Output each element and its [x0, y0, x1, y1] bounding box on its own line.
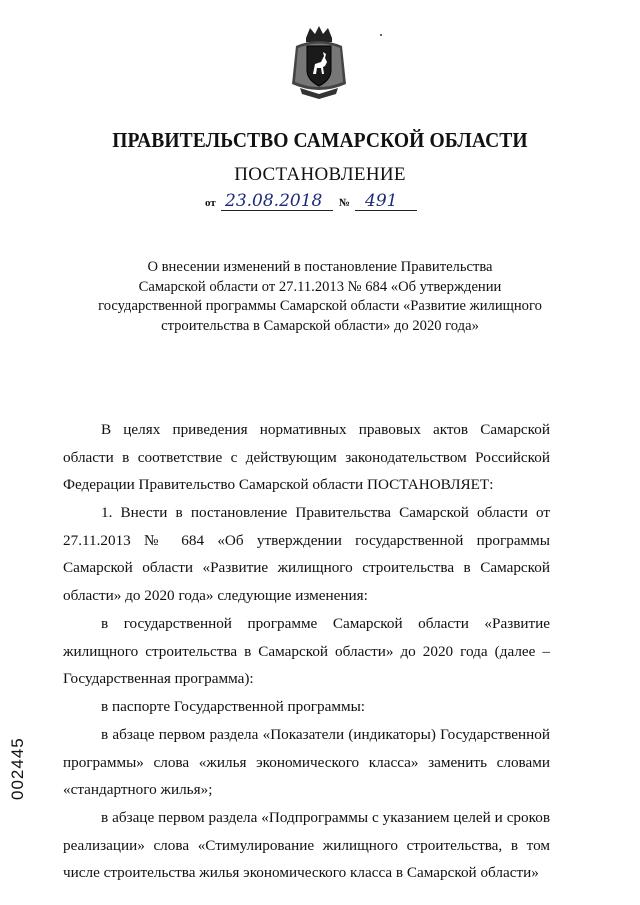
- coat-of-arms-emblem: [288, 24, 350, 100]
- government-heading: ПРАВИТЕЛЬСТВО САМАРСКОЙ ОБЛАСТИ: [112, 128, 528, 152]
- date-value: 23.08.2018: [225, 191, 323, 211]
- document-type: ПОСТАНОВЛЕНИЕ: [234, 164, 406, 185]
- margin-registration-number: 002445: [8, 737, 27, 800]
- body-paragraph: 1. Внести в постановление Правительства Самарской области от 27.11.2013 № 684 «Об утверждении государственной программы Самарской области «Развитие жилищного строительства в Самарской области» до 2020 года» следующие изменения:: [63, 504, 550, 604]
- subject-line: Самарской области от 27.11.2013 № 684 «Об утверждении: [138, 278, 502, 295]
- subject-line: государственной программы Самарской области «Развитие жилищного: [98, 298, 542, 314]
- scan-speck: [380, 34, 382, 36]
- subject-line: О внесении изменений в постановление Правительства: [147, 259, 493, 275]
- subject-line: строительства в Самарской области» до 2020 года»: [161, 317, 479, 334]
- body-paragraph: В целях приведения нормативных правовых актов Самарской области в соответствие с действующим законодательством Российской Федерации Правительство Самарской области ПОСТАНОВЛЯЕТ:: [63, 421, 550, 493]
- body-paragraph: в паспорте Государственной программы:: [101, 698, 366, 715]
- date-number-line: [205, 191, 445, 215]
- body-paragraph: в абзаце первом раздела «Показатели (индикаторы) Государственной программы» слова «жилья экономического класса» заменить словами «стандартного жилья»;: [63, 726, 550, 798]
- body-paragraph: в государственной программе Самарской области «Развитие жилищного строительства в Самарской области» до 2020 года (далее – Государственная программа):: [63, 615, 550, 687]
- body-paragraph: в абзаце первом раздела «Подпрограммы с указанием целей и сроков реализации» слова «Стимулирование жилищного строительства, в том числе строительства жилья экономического класса в Самарской области»: [63, 809, 550, 881]
- document-subject: [60, 258, 580, 336]
- date-prefix: от: [205, 197, 216, 209]
- number-value: 491: [365, 191, 398, 211]
- number-prefix: №: [339, 197, 351, 209]
